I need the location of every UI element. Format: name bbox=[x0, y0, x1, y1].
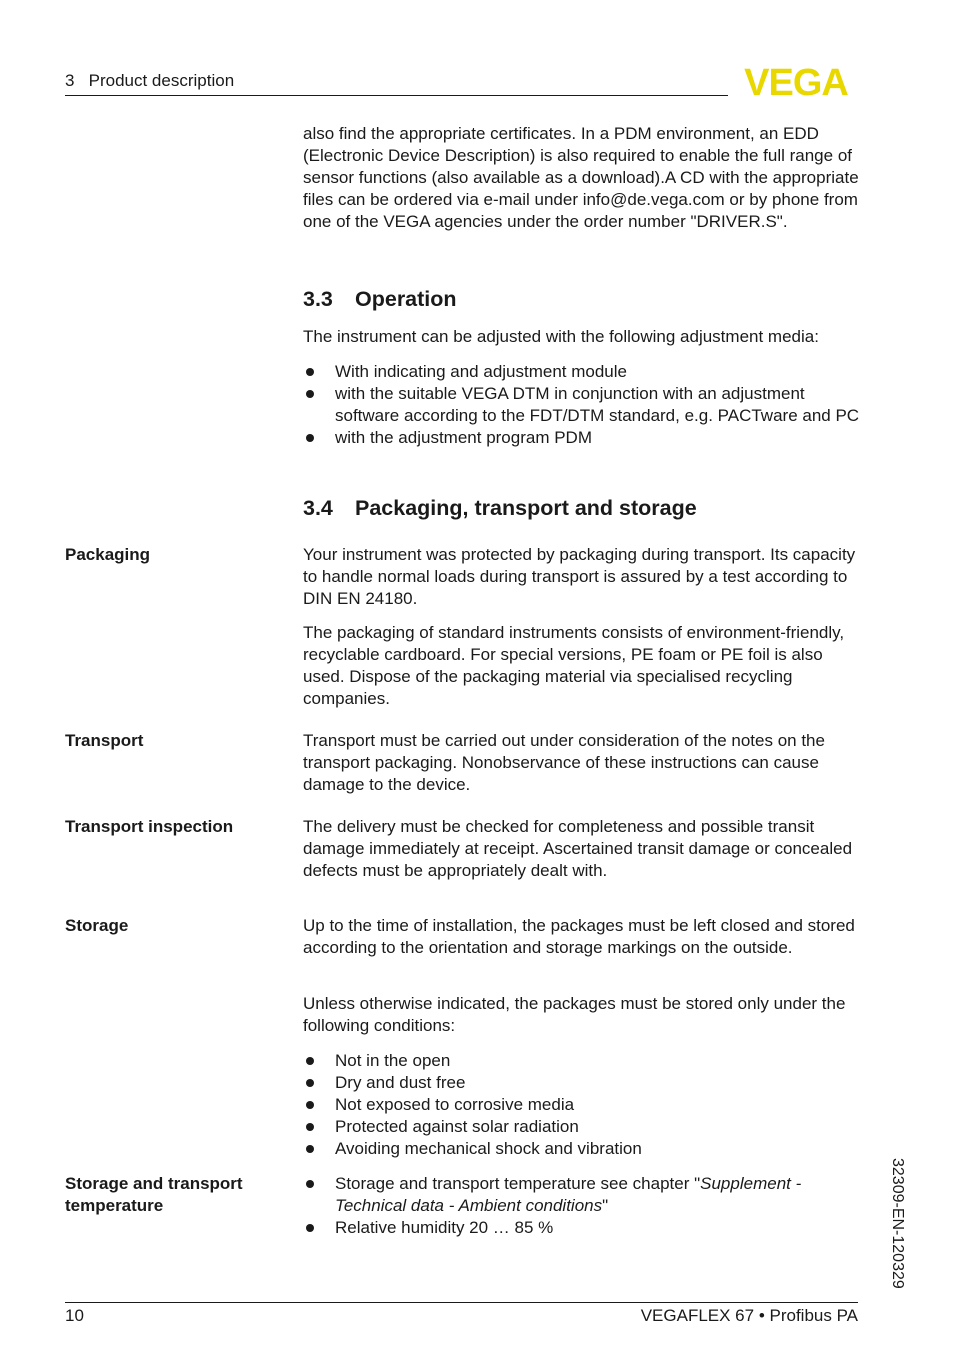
list-item: with the adjustment program PDM bbox=[303, 427, 863, 449]
page-number: 10 bbox=[65, 1306, 84, 1325]
header-rule bbox=[65, 95, 728, 96]
bullet-icon bbox=[306, 1079, 314, 1087]
vega-logo bbox=[735, 64, 858, 98]
bullet-icon bbox=[306, 390, 314, 398]
transport-inspection-label: Transport inspection bbox=[65, 817, 234, 836]
list-item: Not in the open bbox=[303, 1050, 863, 1072]
bullet-icon bbox=[306, 1224, 314, 1232]
chapter-header: 3 Product description bbox=[65, 71, 235, 90]
section-3-3-heading bbox=[303, 287, 457, 312]
section-title: Packaging, transport and storage bbox=[355, 496, 697, 520]
transport-inspection-paragraph: The delivery must be checked for completeness and possible transit damage immediately at receipt. Ascertained transit damage or concealed defects must be appropriately dealt with. bbox=[303, 817, 853, 880]
list-item: Not exposed to corrosive media bbox=[303, 1094, 863, 1116]
section-3-4-heading bbox=[303, 496, 697, 521]
bullet-icon bbox=[306, 1180, 314, 1188]
bullet-icon bbox=[306, 1145, 314, 1153]
bullet-icon bbox=[306, 434, 314, 442]
section-number: 3.3 bbox=[303, 287, 333, 311]
list-item: Protected against solar radiation bbox=[303, 1116, 863, 1138]
intro-paragraph: also find the appropriate certificates. In a PDM environment, an EDD (Electronic Device Description) is also required to enable the full range of sensor functions (also available as a download).A CD with the appropriate files can be ordered via e-mail under info@de.vega.com or by phone from one of the VEGA agencies under the order number "DRIVER.S". bbox=[303, 124, 859, 231]
bullet-icon bbox=[306, 1101, 314, 1109]
list-item: Dry and dust free bbox=[303, 1072, 863, 1094]
transport-label: Transport bbox=[65, 731, 144, 750]
product-name: VEGAFLEX 67 • Profibus PA bbox=[640, 1306, 858, 1325]
transport-paragraph: Transport must be carried out under consideration of the notes on the transport packaging. Nonobservance of these instructions can cause damage to the device. bbox=[303, 731, 825, 794]
packaging-paragraph-1: Your instrument was protected by packaging during transport. Its capacity to handle normal loads during transport is assured by a test according to DIN EN 24180. bbox=[303, 545, 856, 608]
list-item: Relative humidity 20 … 85 % bbox=[303, 1217, 863, 1239]
operation-bullet-list bbox=[303, 361, 863, 449]
section-title: Operation bbox=[355, 287, 457, 311]
bullet-icon bbox=[306, 368, 314, 376]
bullet-icon bbox=[306, 1123, 314, 1131]
list-item: Avoiding mechanical shock and vibration bbox=[303, 1138, 863, 1160]
chapter-reference: Supplement - Technical data - Ambient conditions bbox=[335, 1174, 802, 1215]
bullet-icon bbox=[306, 1057, 314, 1065]
operation-intro: The instrument can be adjusted with the following adjustment media: bbox=[303, 327, 819, 346]
packaging-label: Packaging bbox=[65, 545, 151, 564]
document-code: 32309-EN-120329 bbox=[889, 1158, 906, 1289]
packaging-paragraph-2: The packaging of standard instruments consists of environment-friendly, recyclable cardboard. For special versions, PE foam or PE foil is also used. Dispose of the packaging material via specialised recycling companies. bbox=[303, 623, 845, 708]
list-item: With indicating and adjustment module bbox=[303, 361, 863, 383]
section-number: 3.4 bbox=[303, 496, 333, 520]
list-item: Storage and transport temperature see chapter "Supplement - Technical data - Ambient conditions" bbox=[303, 1173, 863, 1217]
storage-temperature-list bbox=[303, 1173, 863, 1239]
footer-rule bbox=[65, 1302, 858, 1303]
storage-label: Storage bbox=[65, 916, 129, 935]
storage-paragraph-2: Unless otherwise indicated, the packages must be stored only under the following conditions: bbox=[303, 994, 846, 1035]
storage-paragraph-1: Up to the time of installation, the packages must be left closed and stored according to the orientation and storage markings on the outside. bbox=[303, 916, 855, 957]
list-item: with the suitable VEGA DTM in conjunction with an adjustment software according to the FDT/DTM standard, e.g. PACTware and PC bbox=[303, 383, 863, 427]
logo-text: VEGA bbox=[744, 64, 848, 98]
storage-bullet-list bbox=[303, 1050, 863, 1160]
storage-temperature-label: Storage and transport temperature bbox=[65, 1174, 243, 1215]
